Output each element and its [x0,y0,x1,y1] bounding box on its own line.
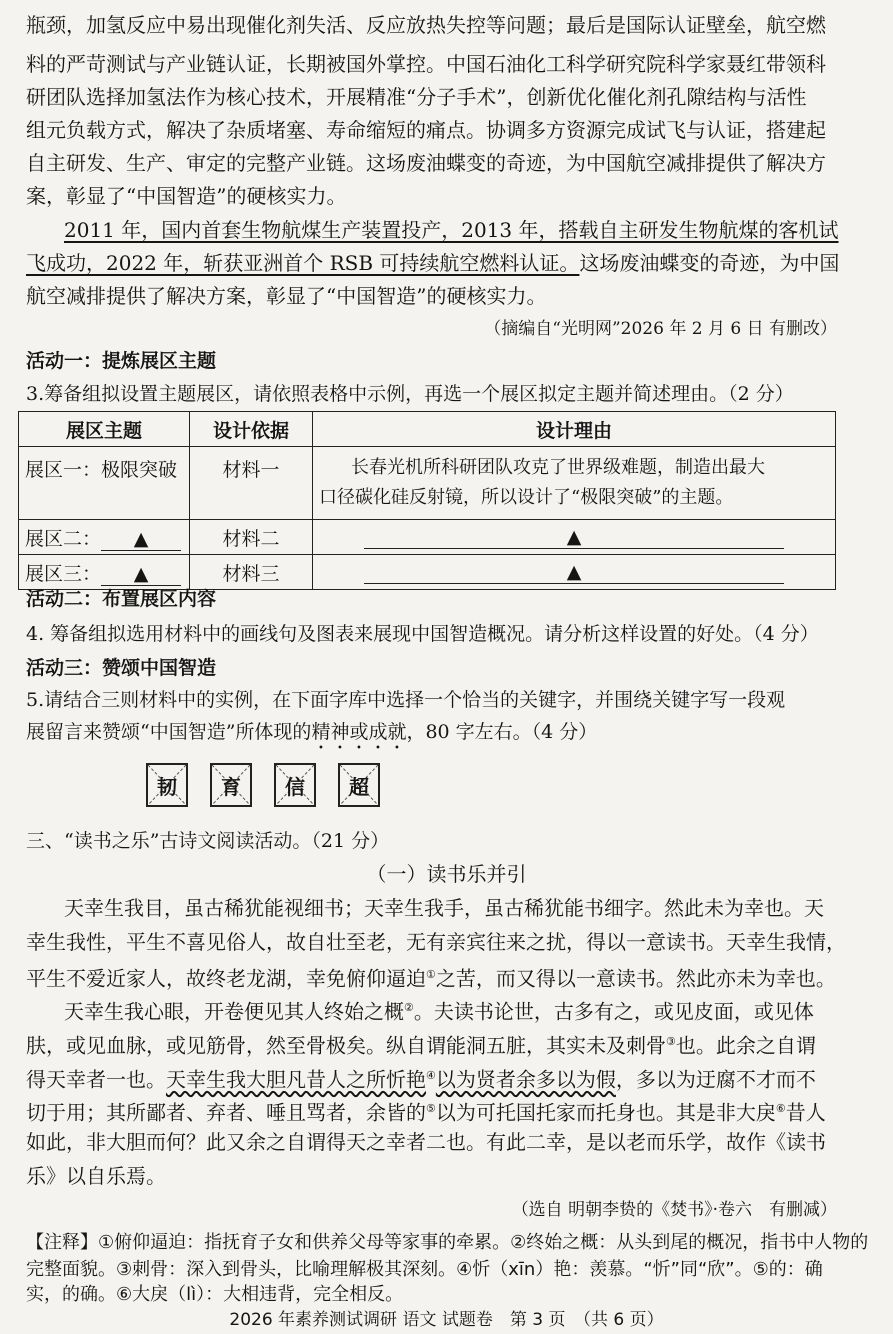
plain-text: 这场废油蝶变的奇迹，为中国 [579,251,840,275]
theme-cell [19,555,190,590]
reason-line: 口径碳化硅反射镜，所以设计了“极限突破”的主题。 [319,487,734,508]
note-ref: ④ [426,1069,436,1082]
section-title: 三、“读书之乐”古诗文阅读活动。（21 分） [26,830,390,852]
wavy-underlined-text: 以为贤者余多以为假 [435,1067,616,1092]
page-footer: 2026 年素养测试调研 语文 试题卷 第 3 页 （共 6 页） [229,1310,664,1330]
note-ref: ⑤ [426,1102,436,1115]
basis-cell: 材料二 [190,520,313,555]
underlined-sentence [64,218,839,242]
passage-line [64,996,814,1024]
table-header: 展区主题 [19,412,190,447]
passage-line [26,1064,816,1092]
answer-blank[interactable]: ▲ [364,561,784,584]
text: ，多以为迂腐不才而不 [615,1067,816,1092]
activity1-title: 活动一：提炼展区主题 [26,350,217,372]
character-bank [146,763,380,807]
activity3-title: 活动三：赞颂中国智造 [26,657,217,679]
char-label: 育 [221,774,241,799]
char-label: 韧 [157,774,177,799]
q5-text: 展留言来赞颂“中国智造”所体现的 [26,721,312,743]
annotation-line: 【注释】①俯仰逼迫：指抚育子女和供养父母等家事的牵累。②终始之概：从头到尾的概况，指书中人物的 [26,1232,869,1253]
passage-line: 案，彰显了“中国智造”的硬核实力。 [26,184,347,208]
theme-prefix: 展区三： [25,562,102,585]
theme-cell [19,520,190,555]
q5-text: ，80 字左右。（4 分） [406,721,598,743]
passage-line [26,963,836,991]
char-box[interactable] [146,763,188,807]
char-box[interactable] [274,763,316,807]
note-ref: ① [426,968,436,981]
text: 。夫读书论世，古多有之，或见皮面，或见体 [413,999,814,1024]
annotation-line: 实，的确。⑥大戾（lì）：大相违背，完全相反。 [26,1284,404,1305]
passage-line [26,1030,816,1058]
source-citation: （选自 明朝李贽的《焚书》·卷六 有删减） [511,1200,837,1220]
passage-line: 如此，非大胆而何？此又余之自谓得天之幸者二也。有此二幸，是以老而乐学，故作《读书 [26,1130,826,1154]
text: 平生不爱近家人，故终老龙湖，幸免俯仰逼迫 [26,966,426,991]
basis-cell: 材料一 [190,447,313,520]
theme-prefix: 展区二： [25,527,102,550]
table-row [19,555,836,590]
passage-line: 自主研发、生产、审定的完整产业链。这场废油蝶变的奇迹，为中国航空减排提供了解决方 [26,151,826,175]
question-3: 3.筹备组拟设置主题展区，请依照表格中示例，再选一个展区拟定主题并简述理由。（2 分） [26,383,794,405]
question-4: 4. 筹备组拟选用材料中的画线句及图表来展现中国智造概况。请分析这样设置的好处。（4 分） [26,623,819,645]
note-ref: ③ [666,1035,676,1048]
activity2-title: 活动二：布置展区内容 [26,588,217,610]
passage-line: 天幸生我目，虽古稀犹能视细书；天幸生我手，虽古稀犹能书细字。然此未为幸也。天 [64,896,824,920]
passage-line: 幸生我性，平生不喜见俗人，故自壮至老，无有亲宾往来之扰，得以一意读书。天幸生我情， [26,930,846,954]
reason-line: 长春光机所科研团队攻克了世界级难题，制造出最大 [351,457,765,478]
char-label: 信 [285,774,305,799]
table-header: 设计依据 [190,412,313,447]
passage-line: 料的严苛测试与产业链认证，长期被国外掌控。中国石油化工科学研究院科学家聂红带领科 [26,52,826,76]
reason-cell [313,555,836,590]
passage-line: 瓶颈，加氢反应中易出现催化剂失活、反应放热失控等问题；最后是国际认证壁垒，航空燃 [26,13,826,37]
char-label: 超 [349,774,369,799]
theme-cell: 展区一：极限突破 [19,447,190,520]
char-box[interactable] [338,763,380,807]
basis-cell: 材料三 [190,555,313,590]
reason-cell [313,447,836,520]
char-box[interactable] [210,763,252,807]
text: 肤，或见血脉，或见筋骨，然至骨极矣。纵自谓能洞五脏，其实未及刺骨 [26,1033,666,1058]
text: 以为可托国托家而托身也。其是非大戾 [435,1100,776,1125]
text: 切于用；其所鄙者、弃者、唾且骂者，余皆的 [26,1100,426,1125]
wavy-underlined-text: 天幸生我大胆凡昔人之所忻艳 [166,1067,426,1092]
passage-line: 组元负载方式，解决了杂质堵塞、寿命缩短的痛点。协调多方资源完成试飞与认证，搭建起 [26,118,826,142]
passage-line: 乐》以自乐焉。 [26,1164,166,1188]
text: 昔人 [785,1100,826,1125]
table-row [19,520,836,555]
passage-line [26,251,839,275]
text: 也。此余之自谓 [675,1033,816,1058]
text: 之苦，而又得以一意读书。然此亦未为幸也。 [435,966,836,991]
note-ref: ② [404,1001,414,1014]
source-citation: （摘编自“光明网”2026 年 2 月 6 日 有删改） [484,319,837,339]
annotation-line: 完整面貌。③刺骨：深入到骨头，比喻理解极其深刻。④忻（xīn）艳：羡慕。“忻”同“欣”。⑤的：确 [26,1259,823,1280]
question-5 [26,720,597,754]
text: 得天幸者一也。 [26,1067,166,1092]
note-ref: ⑥ [775,1102,786,1115]
answer-blank[interactable]: ▲ [101,563,181,586]
passage-line: 研团队选择加氢法作为核心技术，开展精准“分子手术”，创新优化催化剂孔隙结构与活性 [26,85,807,109]
question-5: 5.请结合三则材料中的实例，在下面字库中选择一个恰当的关键字，并围绕关键字写一段观 [26,689,786,711]
passage-line: 航空减排提供了解决方案，彰显了“中国智造”的硬核实力。 [26,284,547,308]
answer-blank[interactable]: ▲ [101,528,181,551]
table-row [19,447,836,520]
underlined-text: 2011 年，国内首套生物航煤生产装置投产，2013 年，搭载自主研发生物航煤的客机试 [64,218,839,242]
exhibition-table [18,411,836,590]
reason-cell [313,520,836,555]
underlined-text: 飞成功，2022 年，斩获亚洲首个 RSB 可持续航空燃料认证。 [26,251,580,275]
poem-title: （一）读书乐并引 [366,862,527,886]
passage-line [26,1097,826,1125]
text: 天幸生我心眼，开卷便见其人终始之概 [64,999,404,1024]
table-header: 设计理由 [313,412,836,447]
answer-blank[interactable]: ▲ [364,526,784,549]
emphasized-text: 精神或成就 [311,721,407,743]
